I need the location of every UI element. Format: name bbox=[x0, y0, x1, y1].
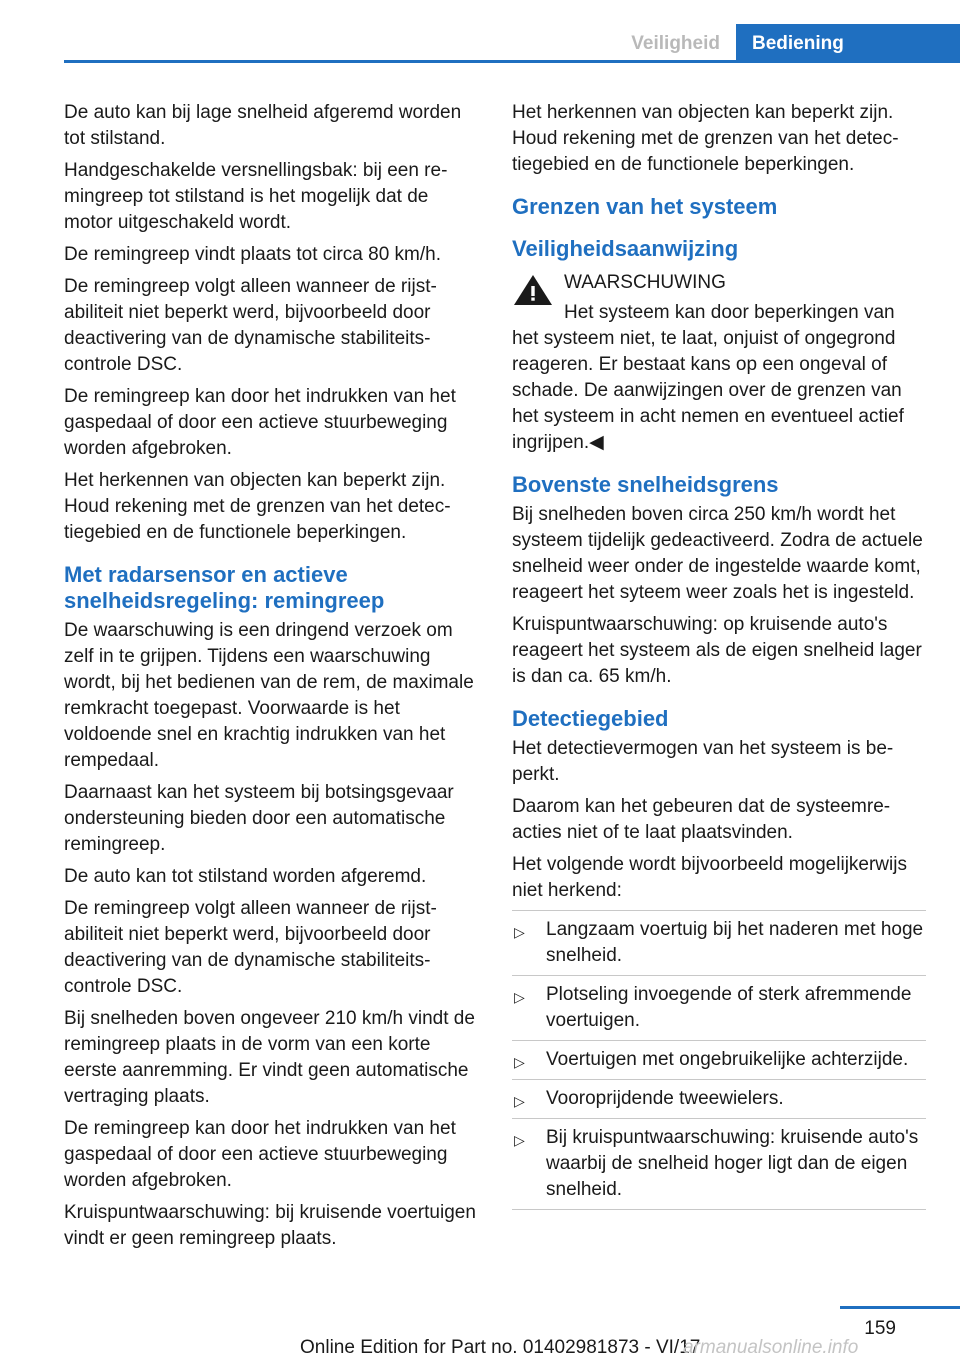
list-item-text: Langzaam voertuig bij het naderen met hoge snelheid. bbox=[546, 919, 924, 966]
subheading-veiligheidsaanwijzing: Veiligheidsaanwijzing bbox=[512, 236, 739, 261]
header-rule bbox=[64, 60, 960, 63]
right-column bbox=[512, 100, 926, 1210]
subheading-detectiegebied: Detectiegebied bbox=[512, 706, 669, 731]
warning-title: WAARSCHUWING bbox=[564, 272, 726, 293]
paragraph: Het detectievermogen van het systeem is beperkt. bbox=[512, 738, 894, 785]
section-heading-grenzen: Grenzen van het systeem bbox=[512, 194, 778, 219]
triangle-bullet-icon: ▷ bbox=[514, 1054, 525, 1070]
list-item bbox=[512, 1041, 926, 1080]
footer-rule bbox=[840, 1306, 960, 1309]
paragraph: De remingreep volgt alleen wanneer de rijstabiliteit niet beperkt werd, bijvoorbeeld door deactivering van de dynamische stabiliteitscontrole DSC. bbox=[64, 898, 437, 997]
paragraph: Kruispuntwaarschuwing: bij kruisende voertuigen vindt er geen remingreep plaats. bbox=[64, 1202, 476, 1249]
triangle-bullet-icon: ▷ bbox=[514, 1132, 525, 1148]
triangle-bullet-icon: ▷ bbox=[514, 924, 525, 940]
paragraph: Daarom kan het gebeuren dat de systeemreacties niet of te laat plaatsvinden. bbox=[512, 796, 891, 843]
paragraph: Het volgende wordt bijvoorbeeld mogelijkerwijs niet herkend: bbox=[512, 854, 907, 901]
tab-bediening[interactable]: Bediening bbox=[736, 24, 960, 63]
list-item bbox=[512, 911, 926, 976]
page-number: 159 bbox=[864, 1318, 896, 1339]
paragraph: Handgeschakelde versnellingsbak: bij een remingreep tot stilstand is het mogelijk dat de motor uitgeschakeld wordt. bbox=[64, 160, 448, 233]
paragraph: Bij snelheden boven ongeveer 210 km/h vindt de remingreep plaats in de vorm van een korte eerste aanremming. Er vindt geen automatische vertraging plaats. bbox=[64, 1008, 475, 1107]
list-item-text: Voertuigen met ongebruikelijke achterzijde. bbox=[546, 1049, 909, 1070]
paragraph: De remingreep kan door het indrukken van het gaspedaal of door een actieve stuurbeweging worden afgebroken. bbox=[64, 386, 456, 459]
limitation-list bbox=[512, 910, 926, 1210]
paragraph: De remingreep vindt plaats tot circa 80 km/h. bbox=[64, 244, 442, 265]
edition-footer: Online Edition for Part no. 01402981873 - VI/17 bbox=[300, 1337, 701, 1358]
list-item bbox=[512, 1119, 926, 1210]
paragraph: Kruispuntwaarschuwing: op kruisende auto's reageert het systeem als de eigen snelheid lager is dan ca. 65 km/h. bbox=[512, 614, 922, 687]
paragraph: Het herkennen van objecten kan beperkt zijn. Houd rekening met de grenzen van het detectiegebied en de functionele beperkingen. bbox=[64, 470, 451, 543]
section-heading-radar: Met radarsensor en actieve snelheidsregeling: remingreep bbox=[64, 562, 385, 613]
warning-block bbox=[512, 270, 926, 456]
paragraph: Daarnaast kan het systeem bij botsingsgevaar ondersteuning bieden door een automatische remingreep. bbox=[64, 782, 454, 855]
paragraph: De remingreep kan door het indrukken van het gaspedaal of door een actieve stuurbeweging worden afgebroken. bbox=[64, 1118, 456, 1191]
tab-veiligheid[interactable]: Veiligheid bbox=[631, 33, 720, 54]
warning-text: Het systeem kan door beperkingen van het systeem niet, te laat, onjuist of ongegrond reageren. Er bestaat kans op een ongeval of schade. De aanwijzingen over de grenzen van het systeem in acht nemen en eventueel actief ingrijpen.◀ bbox=[512, 302, 904, 453]
watermark: armanualsonline.info bbox=[683, 1337, 859, 1358]
paragraph: De waarschuwing is een dringend verzoek om zelf in te grijpen. Tijdens een waarschuwing wordt, bij het bedienen van de rem, de maximale remkracht toegepast. Voorwaarde is het voldoende snel en krachtig indrukken van het rempedaal. bbox=[64, 620, 474, 771]
subheading-bovenste-snelheidsgrens: Bovenste snelheidsgrens bbox=[512, 472, 779, 497]
paragraph: De auto kan tot stilstand worden afgeremd. bbox=[64, 866, 427, 887]
paragraph: De auto kan bij lage snelheid afgeremd worden tot stilstand. bbox=[64, 102, 462, 149]
list-item bbox=[512, 1080, 926, 1119]
left-column bbox=[64, 100, 478, 1258]
list-item-text: Vooroprijdende tweewielers. bbox=[546, 1088, 784, 1109]
list-item bbox=[512, 976, 926, 1041]
paragraph: Bij snelheden boven circa 250 km/h wordt het systeem tijdelijk gedeactiveerd. Zodra de actuele snelheid weer onder de ingestelde waarde komt, reageert het syteem weer zoals het is ingesteld. bbox=[512, 504, 923, 603]
paragraph: De remingreep volgt alleen wanneer de rijstabiliteit niet beperkt werd, bijvoorbeeld door deactivering van de dynamische stabiliteitscontrole DSC. bbox=[64, 276, 437, 375]
triangle-bullet-icon: ▷ bbox=[514, 1093, 525, 1109]
list-item-text: Bij kruispuntwaarschuwing: kruisende auto's waarbij de snelheid hoger ligt dan de eigen snelheid. bbox=[546, 1127, 919, 1200]
triangle-bullet-icon: ▷ bbox=[514, 989, 525, 1005]
paragraph: Het herkennen van objecten kan beperkt zijn. Houd rekening met de grenzen van het detectiegebied en de functionele beperkingen. bbox=[512, 102, 899, 175]
warning-triangle-icon bbox=[512, 272, 554, 308]
list-item-text: Plotseling invoegende of sterk afremmende voertuigen. bbox=[546, 984, 912, 1031]
